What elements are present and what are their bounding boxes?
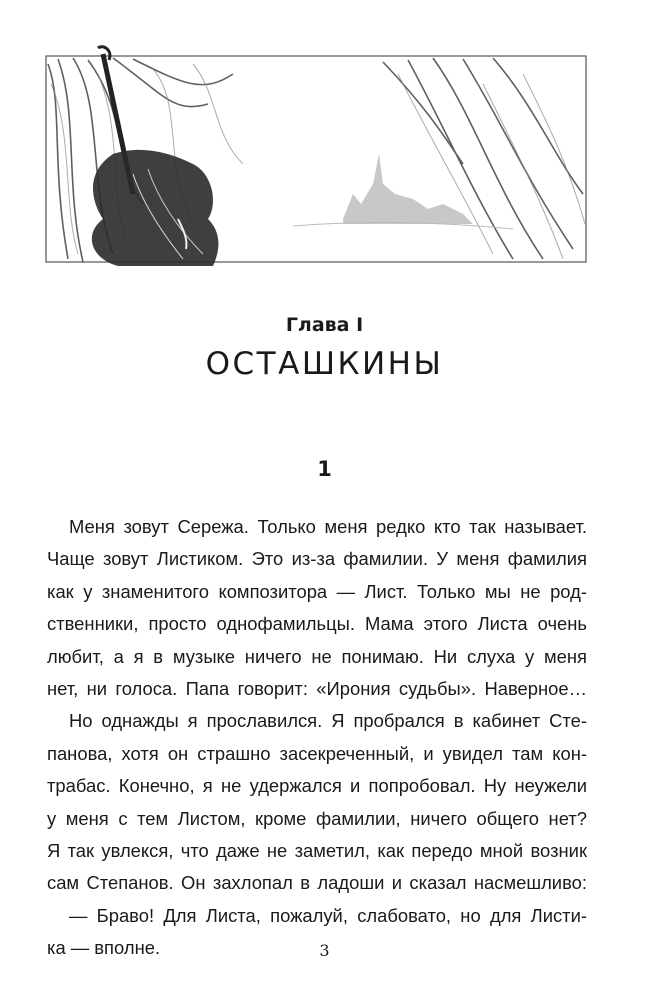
text-line: любит, а я в музыке ничего не понимаю. Ни слуха у меня xyxy=(47,645,587,667)
chapter-illustration xyxy=(43,44,591,268)
body-text xyxy=(47,511,587,965)
text-line: ственники, просто однофамильцы. Мама этого Листа очень xyxy=(47,613,587,635)
text-line: панова, хотя он страшно засекреченный, и увидел там кон- xyxy=(47,742,587,764)
page-number: 3 xyxy=(319,941,330,960)
chapter-title: ОСТАШКИНЫ xyxy=(205,346,444,382)
text-line: у меня с тем Листом, кроме фамилии, ничего общего нет? xyxy=(47,807,587,829)
text-line: сам Степанов. Он захлопал в ладоши и сказал насмешливо: xyxy=(47,872,587,894)
double-bass-curtains-drawing xyxy=(43,44,591,268)
text-line: как у знаменитого композитора — Лист. Только мы не род- xyxy=(47,580,587,602)
text-line: трабас. Конечно, я не удержался и попробовал. Ну неужели xyxy=(47,775,587,797)
chapter-label: Глава I xyxy=(285,314,364,336)
text-line: Меня зовут Сережа. Только меня редко кто так называет. xyxy=(69,516,587,537)
text-line: ка — вполне. xyxy=(47,937,161,959)
text-line: Чаще зовут Листиком. Это из-за фамилии. У меня фамилия xyxy=(47,548,587,570)
text-line: Но однажды я прославился. Я пробрался в кабинет Сте- xyxy=(69,710,587,732)
dialogue-line: — Браво! Для Листа, пожалуй, слабовато, но для Листи- xyxy=(69,904,587,926)
section-number: 1 xyxy=(317,457,332,481)
text-line: Я так увлекся, что даже не заметил, как передо мной возник xyxy=(47,840,587,862)
text-line: нет, ни голоса. Папа говорит: «Ирония судьбы». Наверное… xyxy=(47,678,587,700)
